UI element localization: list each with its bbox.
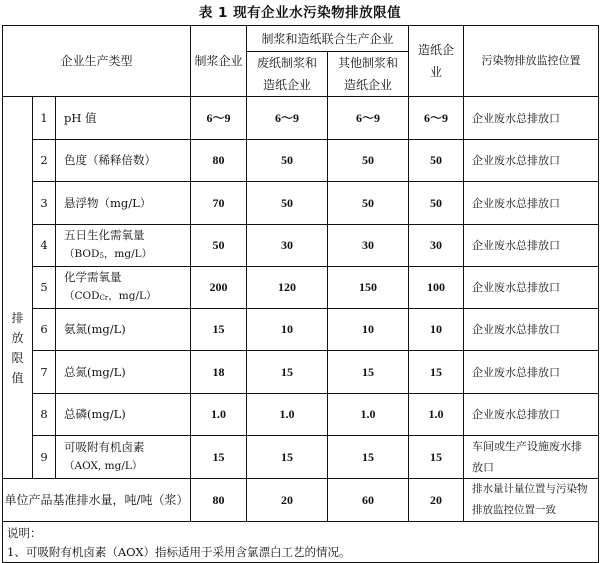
cell-waste: 30 [247, 225, 328, 267]
table-row [3, 140, 599, 182]
header-other [328, 52, 409, 97]
group-label-char: 限 [11, 350, 24, 365]
table-row [3, 394, 599, 436]
cell-pulp: 80 [191, 140, 247, 182]
table-row [3, 436, 599, 479]
cell-waste: 15 [247, 351, 328, 394]
row-name-l1: 五日生化需氧量 [64, 227, 145, 242]
row-name: 总氮(mg/L) [56, 351, 191, 394]
table-row [3, 267, 599, 309]
cell-pulp: 6～9 [191, 97, 247, 140]
group-label-char: 放 [11, 330, 24, 345]
header-integrated: 制浆和造纸联合生产企业 [247, 26, 409, 52]
table-row [3, 182, 599, 225]
cell-paper: 6～9 [409, 97, 464, 140]
cell-location-l2: 放口 [472, 461, 495, 474]
cell-other: 10 [328, 309, 409, 351]
cell-location: 企业废水总排放口 [464, 182, 599, 225]
row-name [56, 436, 191, 479]
row-name: 总磷(mg/L) [56, 394, 191, 436]
header-pulp: 制浆企业 [191, 26, 247, 97]
group-label-char: 排 [11, 310, 24, 325]
unit-paper: 20 [409, 479, 464, 522]
cell-other: 30 [328, 225, 409, 267]
cell-paper: 50 [409, 182, 464, 225]
cell-pulp: 50 [191, 225, 247, 267]
cell-pulp: 15 [191, 309, 247, 351]
unit-location [464, 479, 599, 522]
header-paper-l2: 业 [430, 65, 443, 79]
cell-other: 1.0 [328, 394, 409, 436]
cell-pulp: 18 [191, 351, 247, 394]
row-name-l2 [64, 245, 190, 266]
cell-location: 企业废水总排放口 [464, 140, 599, 182]
header-waste-paper-l1: 废纸制浆和 [257, 56, 318, 70]
row-no: 7 [33, 351, 56, 394]
cell-waste: 50 [247, 140, 328, 182]
unit-pulp: 80 [191, 479, 247, 522]
row-no: 9 [33, 436, 56, 479]
unit-other: 60 [328, 479, 409, 522]
notes-heading: 说明： [7, 526, 42, 540]
cell-paper: 15 [409, 351, 464, 394]
cell-other: 50 [328, 182, 409, 225]
cell-pulp: 70 [191, 182, 247, 225]
cell-location-l1: 车间或生产设施废水排 [472, 440, 583, 453]
row-name: 色度（稀释倍数） [56, 140, 191, 182]
cell-waste: 6～9 [247, 97, 328, 140]
header-waste-paper-l2: 造纸企业 [263, 78, 312, 92]
cell-other: 15 [328, 351, 409, 394]
cell-other: 6～9 [328, 97, 409, 140]
cell-waste: 15 [247, 436, 328, 479]
row-no: 5 [33, 267, 56, 309]
table-row [3, 225, 599, 267]
cod-suffix: ，mg/L） [108, 289, 157, 302]
cell-other: 150 [328, 267, 409, 309]
cell-waste: 1.0 [247, 394, 328, 436]
row-name: pH 值 [56, 97, 191, 140]
note-item: 1、可吸附有机卤素（AOX）指标适用于采用含氯漂白工艺的情况。 [7, 545, 351, 559]
bod-prefix: （BOD [64, 247, 100, 260]
row-name [56, 225, 191, 267]
header-other-l2: 造纸企业 [344, 78, 393, 92]
table-row [3, 309, 599, 351]
header-type: 企业生产类型 [3, 26, 191, 97]
cell-paper: 1.0 [409, 394, 464, 436]
header-waste-paper [247, 52, 328, 97]
unit-location-l2: 排放监控位置一致 [472, 504, 557, 516]
cell-paper: 15 [409, 436, 464, 479]
bod-subscript: 5 [99, 251, 104, 260]
cell-pulp: 1.0 [191, 394, 247, 436]
row-no: 1 [33, 97, 56, 140]
cell-paper: 10 [409, 309, 464, 351]
header-monitor: 污染物排放监控位置 [464, 26, 599, 97]
row-name: 氨氮(mg/L) [56, 309, 191, 351]
header-paper-l1: 造纸企 [418, 43, 455, 57]
unit-waste: 20 [247, 479, 328, 522]
cell-location [464, 436, 599, 479]
group-label [3, 97, 33, 479]
cell-paper: 30 [409, 225, 464, 267]
unit-location-l1: 排水量计量位置与污染物 [472, 483, 588, 495]
group-label-char: 值 [11, 370, 24, 385]
cell-paper: 50 [409, 140, 464, 182]
row-no: 2 [33, 140, 56, 182]
row-name-l2 [64, 287, 190, 308]
emission-limits-table [2, 25, 599, 563]
row-name [56, 267, 191, 309]
bod-suffix: ，mg/L） [103, 247, 153, 260]
header-other-l1: 其他制浆和 [338, 56, 399, 70]
table-title: 表 1 现有企业水污染物排放限值 [198, 5, 402, 21]
cell-location: 企业废水总排放口 [464, 394, 599, 436]
cell-pulp: 200 [191, 267, 247, 309]
unit-row-label: 单位产品基准排水量，吨/吨（浆） [3, 479, 191, 522]
cod-prefix: （COD [64, 289, 100, 302]
row-no: 4 [33, 225, 56, 267]
header-paper [409, 26, 464, 97]
row-name-l2: （AOX, mg/L） [64, 460, 143, 472]
cell-pulp: 15 [191, 436, 247, 479]
cell-other: 50 [328, 140, 409, 182]
cell-paper: 100 [409, 267, 464, 309]
table-row [3, 351, 599, 394]
unit-row [3, 479, 599, 522]
cell-location: 企业废水总排放口 [464, 351, 599, 394]
row-no: 8 [33, 394, 56, 436]
cell-waste: 120 [247, 267, 328, 309]
cell-location: 企业废水总排放口 [464, 309, 599, 351]
cell-waste: 50 [247, 182, 328, 225]
row-name: 悬浮物（mg/L） [56, 182, 191, 225]
cell-location: 企业废水总排放口 [464, 225, 599, 267]
table-row [3, 97, 599, 140]
notes-row [3, 522, 599, 563]
row-no: 6 [33, 309, 56, 351]
cell-location: 企业废水总排放口 [464, 267, 599, 309]
row-name-l1: 化学需氧量 [64, 269, 122, 284]
row-name-l1: 可吸附有机卤素 [64, 440, 145, 454]
cell-waste: 10 [247, 309, 328, 351]
cell-location: 企业废水总排放口 [464, 97, 599, 140]
cell-other: 15 [328, 436, 409, 479]
row-no: 3 [33, 182, 56, 225]
notes [3, 522, 599, 563]
cod-subscript: Cr [99, 293, 109, 302]
